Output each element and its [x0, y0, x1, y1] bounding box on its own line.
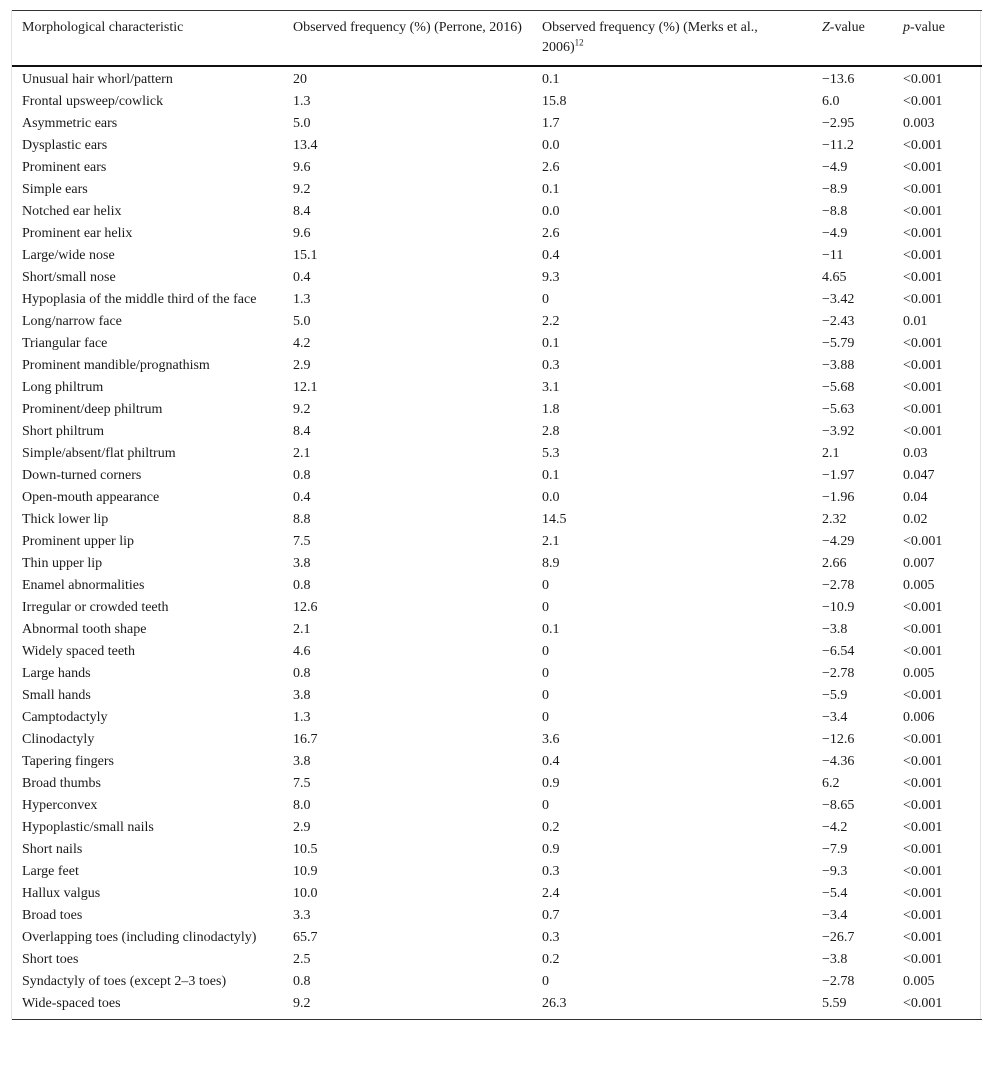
- characteristic-cell: Frontal upsweep/cowlick: [22, 94, 164, 109]
- merks-frequency-cell: 0.9: [542, 842, 560, 857]
- header-p-value: [893, 11, 982, 67]
- merks-frequency-cell: 0.0: [542, 490, 560, 505]
- characteristic-cell: Prominent ears: [22, 160, 107, 175]
- reference-superscript: 12: [574, 37, 584, 48]
- z-value-cell: −4.9: [822, 160, 848, 175]
- merks-frequency-cell: 0.1: [542, 336, 560, 351]
- header-row: [12, 11, 982, 67]
- z-value-cell: −3.88: [822, 358, 855, 373]
- characteristic-cell: Hallux valgus: [22, 886, 101, 901]
- perrone-frequency-cell: 12.1: [293, 380, 318, 395]
- p-value-cell: <0.001: [903, 204, 943, 219]
- characteristic-cell: Wide-spaced toes: [12, 993, 283, 1020]
- merks-frequency-cell: 15.8: [542, 94, 567, 109]
- perrone-frequency-cell: 2.9: [293, 358, 311, 373]
- p-value-cell: <0.001: [903, 72, 943, 87]
- z-value-cell: −11.2: [822, 138, 854, 153]
- table-row: [12, 223, 982, 245]
- table-row: [12, 663, 982, 685]
- table-row: [12, 641, 982, 663]
- p-value-cell: <0.001: [903, 226, 943, 241]
- merks-frequency-cell: 26.3: [532, 993, 812, 1020]
- perrone-frequency-cell: 4.6: [293, 644, 311, 659]
- characteristic-cell: Unusual hair whorl/pattern: [22, 72, 173, 87]
- perrone-frequency-cell: 10.0: [293, 886, 318, 901]
- merks-frequency-cell: 2.2: [542, 314, 560, 329]
- perrone-frequency-cell: 9.2: [283, 993, 532, 1020]
- table-row: [12, 201, 982, 223]
- perrone-frequency-cell: 0.8: [293, 578, 311, 593]
- p-value-cell: 0.003: [903, 116, 935, 131]
- z-value-cell: 6.0: [822, 94, 840, 109]
- p-value-cell: <0.001: [903, 930, 943, 945]
- merks-frequency-cell: 1.8: [542, 402, 560, 417]
- perrone-frequency-cell: 2.1: [293, 622, 311, 637]
- merks-frequency-cell: 8.9: [542, 556, 560, 571]
- characteristic-cell: Enamel abnormalities: [22, 578, 145, 593]
- z-value-cell: −2.43: [822, 314, 855, 329]
- characteristic-cell: Prominent mandible/prognathism: [22, 358, 210, 373]
- perrone-frequency-cell: 3.8: [293, 556, 311, 571]
- p-value-cell: <0.001: [903, 776, 943, 791]
- p-value-cell: 0.02: [903, 512, 928, 527]
- p-value-cell: <0.001: [903, 182, 943, 197]
- perrone-frequency-cell: 15.1: [293, 248, 318, 263]
- characteristic-cell: Syndactyly of toes (except 2–3 toes): [22, 974, 227, 989]
- z-value-cell: 4.65: [822, 270, 847, 285]
- perrone-frequency-cell: 16.7: [293, 732, 318, 747]
- characteristic-cell: Irregular or crowded teeth: [22, 600, 169, 615]
- table-row: [12, 597, 982, 619]
- perrone-frequency-cell: 13.4: [293, 138, 318, 153]
- table-row: [12, 575, 982, 597]
- perrone-frequency-cell: 3.8: [293, 754, 311, 769]
- p-value-cell: <0.001: [903, 402, 943, 417]
- merks-frequency-cell: 9.3: [542, 270, 560, 285]
- morphology-table-container: [11, 10, 981, 1020]
- merks-frequency-cell: 0: [542, 710, 549, 725]
- merks-frequency-cell: 2.1: [542, 534, 560, 549]
- table-row: [12, 531, 982, 553]
- table-row: [12, 883, 982, 905]
- merks-frequency-cell: 0: [542, 688, 549, 703]
- z-value-cell: −2.78: [822, 974, 855, 989]
- characteristic-cell: Simple/absent/flat philtrum: [22, 446, 176, 461]
- p-value-cell: 0.005: [903, 578, 935, 593]
- z-value-cell: −6.54: [822, 644, 855, 659]
- p-value-cell: 0.005: [903, 666, 935, 681]
- merks-frequency-cell: 2.6: [542, 160, 560, 175]
- characteristic-cell: Asymmetric ears: [22, 116, 118, 131]
- z-value-cell: −3.42: [822, 292, 855, 307]
- table-row: [12, 729, 982, 751]
- table-row: [12, 421, 982, 443]
- merks-frequency-cell: 0.4: [542, 248, 560, 263]
- z-value-cell: −12.6: [822, 732, 855, 747]
- table-row: [12, 135, 982, 157]
- z-value-cell: −1.97: [822, 468, 855, 483]
- z-value-cell: −26.7: [822, 930, 855, 945]
- table-row: [12, 993, 982, 1020]
- table-row: [12, 465, 982, 487]
- perrone-frequency-cell: 3.8: [293, 688, 311, 703]
- perrone-frequency-cell: 9.2: [293, 402, 311, 417]
- p-value-cell: <0.001: [903, 754, 943, 769]
- characteristic-cell: Open-mouth appearance: [22, 490, 160, 505]
- perrone-frequency-cell: 0.4: [293, 270, 311, 285]
- table-row: [12, 245, 982, 267]
- p-value-cell: <0.001: [903, 94, 943, 109]
- characteristic-cell: Widely spaced teeth: [22, 644, 135, 659]
- z-value-cell: −3.92: [822, 424, 855, 439]
- table-header: [12, 11, 982, 67]
- perrone-frequency-cell: 65.7: [293, 930, 318, 945]
- characteristic-cell: Clinodactyly: [22, 732, 95, 747]
- z-value-cell: −2.78: [822, 578, 855, 593]
- z-value-cell: −3.4: [822, 710, 848, 725]
- header-z-rest: -value: [829, 20, 865, 35]
- z-value-cell: −11: [822, 248, 844, 263]
- table-row: [12, 839, 982, 861]
- perrone-frequency-cell: 3.3: [293, 908, 311, 923]
- merks-frequency-cell: 0.1: [542, 468, 560, 483]
- header-z-value: [812, 11, 893, 67]
- merks-frequency-cell: 0.1: [542, 622, 560, 637]
- p-value-cell: <0.001: [903, 292, 943, 307]
- perrone-frequency-cell: 2.1: [293, 446, 311, 461]
- z-value-cell: −4.9: [822, 226, 848, 241]
- z-value-cell: 2.1: [822, 446, 840, 461]
- p-value-cell: <0.001: [903, 732, 943, 747]
- table-row: [12, 817, 982, 839]
- characteristic-cell: Thick lower lip: [22, 512, 109, 527]
- perrone-frequency-cell: 9.6: [293, 160, 311, 175]
- p-value-cell: 0.007: [903, 556, 935, 571]
- characteristic-cell: Abnormal tooth shape: [22, 622, 147, 637]
- perrone-frequency-cell: 1.3: [293, 292, 311, 307]
- perrone-frequency-cell: 10.5: [293, 842, 318, 857]
- header-merks-frequency: [532, 11, 812, 67]
- characteristic-cell: Short/small nose: [22, 270, 116, 285]
- z-value-cell: −5.63: [822, 402, 855, 417]
- perrone-frequency-cell: 8.8: [293, 512, 311, 527]
- table-body: [12, 66, 982, 1020]
- characteristic-cell: Large/wide nose: [22, 248, 115, 263]
- table-row: [12, 91, 982, 113]
- merks-frequency-cell: 0.2: [542, 820, 560, 835]
- merks-frequency-cell: 0.7: [542, 908, 560, 923]
- z-value-cell: −1.96: [822, 490, 855, 505]
- characteristic-cell: Simple ears: [22, 182, 88, 197]
- merks-frequency-cell: 1.7: [542, 116, 560, 131]
- table-row: [12, 509, 982, 531]
- table-row: [12, 795, 982, 817]
- z-value-cell: −3.4: [822, 908, 848, 923]
- characteristic-cell: Hyperconvex: [22, 798, 98, 813]
- z-value-cell: −4.29: [822, 534, 855, 549]
- perrone-frequency-cell: 5.0: [293, 116, 311, 131]
- characteristic-cell: Prominent upper lip: [22, 534, 134, 549]
- perrone-frequency-cell: 10.9: [293, 864, 318, 879]
- p-value-cell: <0.001: [893, 993, 982, 1020]
- merks-frequency-cell: 0: [542, 292, 549, 307]
- merks-frequency-cell: 0: [542, 974, 549, 989]
- table-row: [12, 553, 982, 575]
- table-row: [12, 355, 982, 377]
- perrone-frequency-cell: 8.4: [293, 204, 311, 219]
- perrone-frequency-cell: 9.6: [293, 226, 311, 241]
- perrone-frequency-cell: 2.5: [293, 952, 311, 967]
- table-row: [12, 179, 982, 201]
- characteristic-cell: Long philtrum: [22, 380, 104, 395]
- perrone-frequency-cell: 0.4: [293, 490, 311, 505]
- merks-frequency-cell: 3.6: [542, 732, 560, 747]
- perrone-frequency-cell: 4.2: [293, 336, 311, 351]
- p-value-cell: <0.001: [903, 600, 943, 615]
- merks-frequency-cell: 0.0: [542, 204, 560, 219]
- z-value-cell: 2.32: [822, 512, 847, 527]
- merks-frequency-cell: 14.5: [542, 512, 567, 527]
- z-value-cell: −8.9: [822, 182, 848, 197]
- characteristic-cell: Broad toes: [22, 908, 83, 923]
- z-value-cell: −3.8: [822, 622, 848, 637]
- table-row: [12, 927, 982, 949]
- p-value-cell: <0.001: [903, 864, 943, 879]
- perrone-frequency-cell: 0.8: [293, 974, 311, 989]
- morphology-frequency-table: [12, 10, 982, 1020]
- p-value-cell: 0.005: [903, 974, 935, 989]
- header-perrone-frequency: Observed frequency (%) (Perrone, 2016): [283, 11, 532, 67]
- p-value-cell: <0.001: [903, 358, 943, 373]
- z-value-cell: −8.65: [822, 798, 855, 813]
- perrone-frequency-cell: 2.9: [293, 820, 311, 835]
- merks-frequency-cell: 5.3: [542, 446, 560, 461]
- merks-frequency-cell: 0.9: [542, 776, 560, 791]
- table-row: [12, 773, 982, 795]
- merks-frequency-cell: 0.1: [542, 72, 560, 87]
- merks-frequency-cell: 2.6: [542, 226, 560, 241]
- z-value-cell: −4.2: [822, 820, 848, 835]
- p-value-cell: <0.001: [903, 138, 943, 153]
- p-value-cell: 0.03: [903, 446, 928, 461]
- z-value-cell: −5.68: [822, 380, 855, 395]
- p-value-cell: <0.001: [903, 534, 943, 549]
- characteristic-cell: Camptodactyly: [22, 710, 108, 725]
- header-z-italic: Z: [822, 20, 830, 35]
- header-p-rest: -value: [910, 20, 945, 35]
- p-value-cell: 0.01: [903, 314, 928, 329]
- p-value-cell: <0.001: [903, 842, 943, 857]
- perrone-frequency-cell: 8.0: [293, 798, 311, 813]
- merks-frequency-cell: 2.8: [542, 424, 560, 439]
- table-row: [12, 905, 982, 927]
- merks-frequency-cell: 0: [542, 578, 549, 593]
- table-row: [12, 619, 982, 641]
- z-value-cell: −4.36: [822, 754, 855, 769]
- table-row: [12, 487, 982, 509]
- p-value-cell: <0.001: [903, 908, 943, 923]
- characteristic-cell: Hypoplastic/small nails: [22, 820, 154, 835]
- z-value-cell: 6.2: [822, 776, 840, 791]
- perrone-frequency-cell: 1.3: [293, 94, 311, 109]
- p-value-cell: 0.04: [903, 490, 928, 505]
- merks-frequency-cell: 0.2: [542, 952, 560, 967]
- table-row: [12, 861, 982, 883]
- table-row: [12, 949, 982, 971]
- p-value-cell: <0.001: [903, 380, 943, 395]
- perrone-frequency-cell: 5.0: [293, 314, 311, 329]
- p-value-cell: <0.001: [903, 798, 943, 813]
- perrone-frequency-cell: 0.8: [293, 666, 311, 681]
- table-row: [12, 333, 982, 355]
- table-row: [12, 66, 982, 91]
- perrone-frequency-cell: 7.5: [293, 776, 311, 791]
- perrone-frequency-cell: 7.5: [293, 534, 311, 549]
- characteristic-cell: Down-turned corners: [22, 468, 142, 483]
- p-value-cell: <0.001: [903, 886, 943, 901]
- characteristic-cell: Overlapping toes (including clinodactyly): [22, 930, 257, 945]
- characteristic-cell: Short toes: [22, 952, 79, 967]
- p-value-cell: <0.001: [903, 424, 943, 439]
- table-row: [12, 157, 982, 179]
- z-value-cell: −9.3: [822, 864, 848, 879]
- merks-frequency-cell: 0: [542, 600, 549, 615]
- z-value-cell: −5.79: [822, 336, 855, 351]
- merks-frequency-cell: 0.0: [542, 138, 560, 153]
- header-p-italic: p: [903, 20, 910, 35]
- table-row: [12, 751, 982, 773]
- perrone-frequency-cell: 0.8: [293, 468, 311, 483]
- header-characteristic: Morphological characteristic: [12, 11, 283, 67]
- characteristic-cell: Tapering fingers: [22, 754, 114, 769]
- table-row: [12, 971, 982, 993]
- p-value-cell: <0.001: [903, 248, 943, 263]
- p-value-cell: 0.047: [903, 468, 935, 483]
- table-row: [12, 113, 982, 135]
- characteristic-cell: Hypoplasia of the middle third of the face: [22, 292, 257, 307]
- p-value-cell: <0.001: [903, 160, 943, 175]
- characteristic-cell: Dysplastic ears: [22, 138, 108, 153]
- merks-frequency-cell: 0.4: [542, 754, 560, 769]
- characteristic-cell: Long/narrow face: [22, 314, 122, 329]
- merks-frequency-cell: 0.1: [542, 182, 560, 197]
- perrone-frequency-cell: 20: [293, 72, 307, 87]
- p-value-cell: <0.001: [903, 952, 943, 967]
- table-row: [12, 399, 982, 421]
- z-value-cell: −5.4: [822, 886, 848, 901]
- characteristic-cell: Broad thumbs: [22, 776, 101, 791]
- p-value-cell: <0.001: [903, 336, 943, 351]
- merks-frequency-cell: 0.3: [542, 930, 560, 945]
- characteristic-cell: Prominent/deep philtrum: [22, 402, 163, 417]
- p-value-cell: <0.001: [903, 688, 943, 703]
- merks-frequency-cell: 3.1: [542, 380, 560, 395]
- merks-frequency-cell: 0: [542, 798, 549, 813]
- p-value-cell: <0.001: [903, 820, 943, 835]
- merks-frequency-cell: 0: [542, 666, 549, 681]
- z-value-cell: −2.78: [822, 666, 855, 681]
- characteristic-cell: Notched ear helix: [22, 204, 122, 219]
- perrone-frequency-cell: 9.2: [293, 182, 311, 197]
- table-row: [12, 685, 982, 707]
- characteristic-cell: Short nails: [22, 842, 83, 857]
- table-row: [12, 443, 982, 465]
- header-merks-label: Observed frequency (%) (Merks et al., 2006): [542, 20, 758, 55]
- merks-frequency-cell: 0.3: [542, 864, 560, 879]
- characteristic-cell: Small hands: [22, 688, 91, 703]
- table-row: [12, 267, 982, 289]
- perrone-frequency-cell: 8.4: [293, 424, 311, 439]
- characteristic-cell: Short philtrum: [22, 424, 105, 439]
- z-value-cell: −2.95: [822, 116, 855, 131]
- characteristic-cell: Prominent ear helix: [22, 226, 133, 241]
- p-value-cell: 0.006: [903, 710, 935, 725]
- table-row: [12, 707, 982, 729]
- table-row: [12, 377, 982, 399]
- characteristic-cell: Large hands: [22, 666, 91, 681]
- z-value-cell: −13.6: [822, 72, 855, 87]
- z-value-cell: 5.59: [812, 993, 893, 1020]
- perrone-frequency-cell: 1.3: [293, 710, 311, 725]
- characteristic-cell: Large feet: [22, 864, 79, 879]
- perrone-frequency-cell: 12.6: [293, 600, 318, 615]
- z-value-cell: −3.8: [822, 952, 848, 967]
- p-value-cell: <0.001: [903, 622, 943, 637]
- characteristic-cell: Thin upper lip: [22, 556, 103, 571]
- z-value-cell: −7.9: [822, 842, 848, 857]
- z-value-cell: −5.9: [822, 688, 848, 703]
- merks-frequency-cell: 0.3: [542, 358, 560, 373]
- p-value-cell: <0.001: [903, 644, 943, 659]
- z-value-cell: 2.66: [822, 556, 847, 571]
- characteristic-cell: Triangular face: [22, 336, 108, 351]
- p-value-cell: <0.001: [903, 270, 943, 285]
- z-value-cell: −8.8: [822, 204, 848, 219]
- merks-frequency-cell: 0: [542, 644, 549, 659]
- table-row: [12, 311, 982, 333]
- z-value-cell: −10.9: [822, 600, 855, 615]
- table-row: [12, 289, 982, 311]
- merks-frequency-cell: 2.4: [542, 886, 560, 901]
